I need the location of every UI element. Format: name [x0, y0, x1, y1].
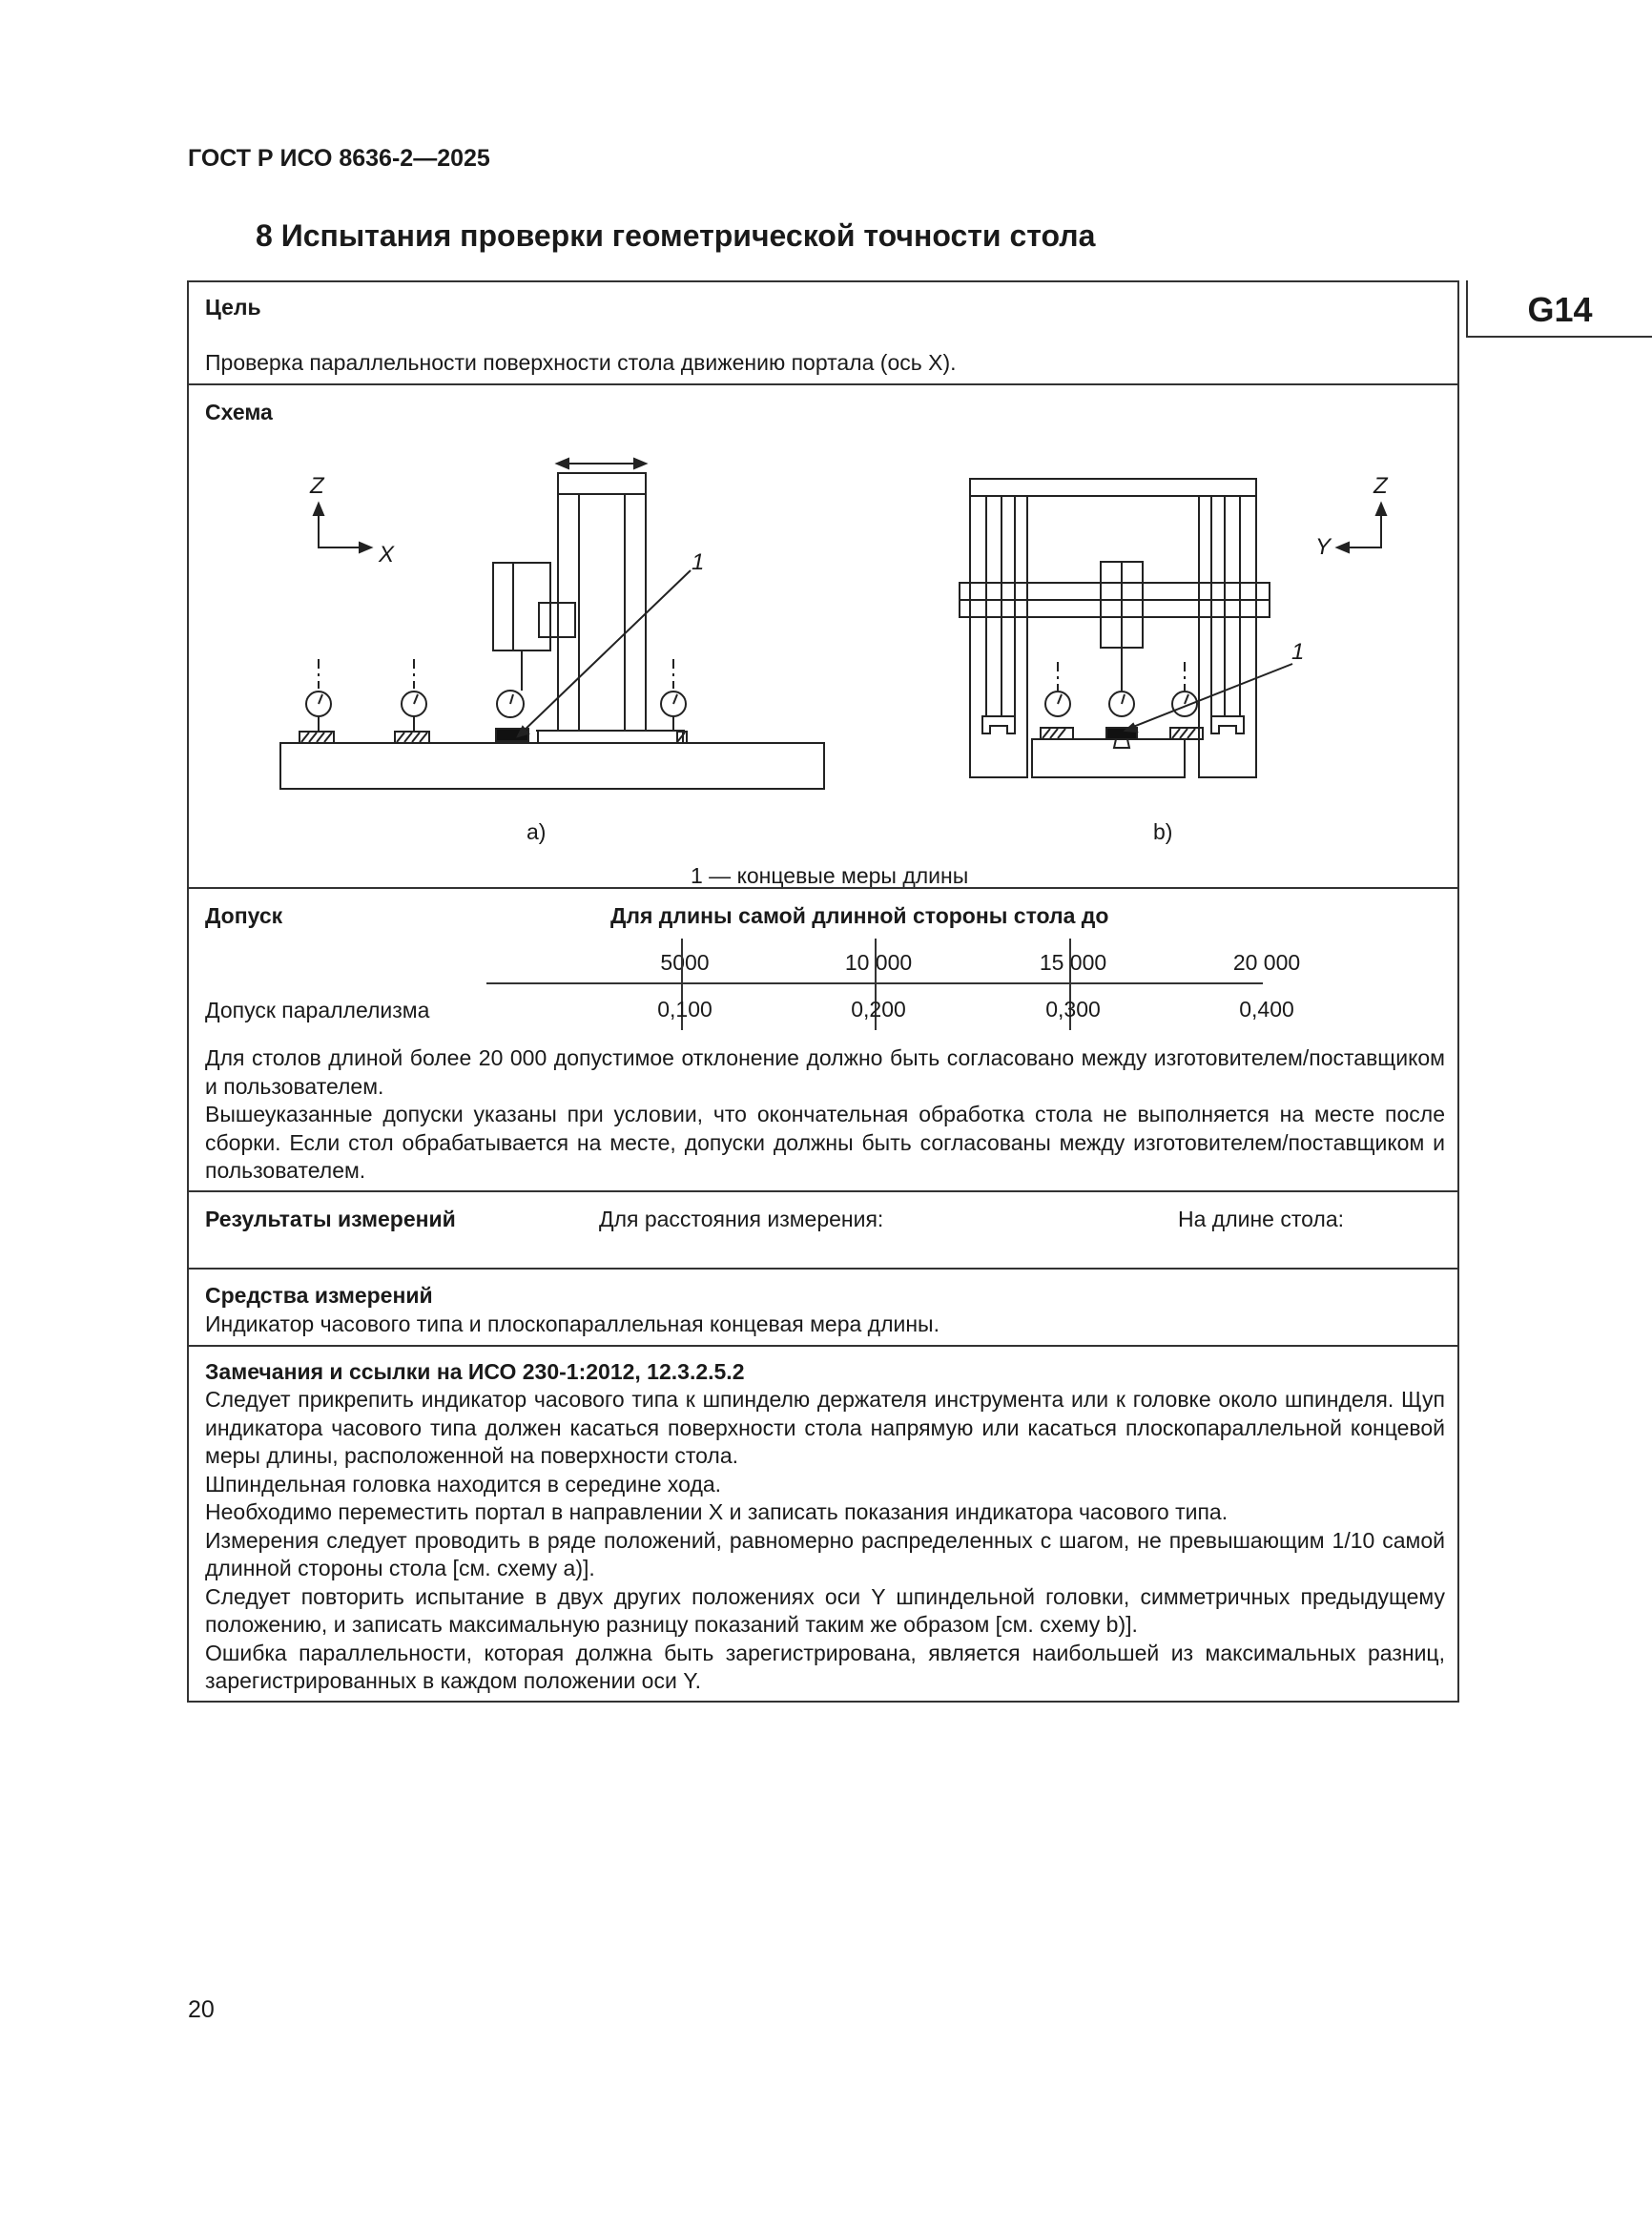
scheme-label: Схема: [205, 400, 273, 424]
remark-line: Следует повторить испытание в двух других положениях оси Y шпиндельной головки, симметричных предыдущему положению, и записать максимальную разницу показаний таким же образом [см. схему b)].: [205, 1583, 1445, 1637]
test-sheet: [187, 280, 1593, 1703]
divider: [189, 1345, 1457, 1347]
section-title: 8 Испытания проверки геометрической точности стола: [256, 218, 1096, 253]
callout-label-b: 1: [1291, 639, 1305, 665]
scheme-diagram: [189, 387, 1457, 893]
machine-table-b: [1032, 739, 1185, 777]
axis-y-label: Y: [1315, 534, 1332, 560]
diagram-a-label: a): [527, 819, 547, 844]
instruments-label: Средства измерений: [205, 1283, 433, 1308]
axis-arrows-a: [319, 509, 365, 547]
remark-line: Измерения следует проводить в ряде положений, равномерно распределенных с шагом, не превышающим 1/10 самой длинной стороны стола [см. схему а)].: [205, 1527, 1445, 1580]
results-distance: Для расстояния измерения:: [599, 1207, 884, 1231]
tolerance-notes: [205, 1044, 1445, 1186]
tolerance-value-2: 0,200: [851, 997, 906, 1022]
axis-z-label-a: Z: [310, 473, 324, 499]
diagram-b-label: b): [1153, 819, 1173, 844]
tolerance-col-3: 15 000: [1039, 950, 1107, 975]
tolerance-note-1: Для столов длиной более 20 000 допустимое отклонение должно быть согласовано между изготовителем/поставщиком и пользователем.: [205, 1045, 1445, 1099]
diagram-a: [280, 459, 824, 789]
divider: [189, 887, 1457, 889]
tolerance-col-2: 10 000: [844, 950, 913, 975]
tolerance-label: Допуск: [205, 903, 283, 928]
axis-z-label-b: Z: [1373, 473, 1388, 499]
diagram-legend: 1 — концевые меры длины: [691, 863, 969, 888]
axis-x-label: X: [379, 542, 395, 568]
tolerance-value-1: 0,100: [657, 997, 712, 1022]
results-length: На длине стола:: [1178, 1207, 1345, 1231]
portal-crossbeam: [970, 479, 1256, 496]
diagram-b: [960, 479, 1386, 777]
machine-table-a: [280, 743, 824, 789]
remark-line: Следует прикрепить индикатор часового типа к шпинделю держателя инструмента или к головке около шпинделя. Щуп индикатора часового типа должен касаться поверхности стола напрямую или касаться плоскопараллельной концевой меры длины, расположенной на поверхности стола.: [205, 1387, 1445, 1468]
results-label: Результаты измерений: [205, 1207, 456, 1231]
tolerance-note-2: Вышеуказанные допуски указаны при условии, что окончательная обработка стола не выполняется на месте после сборки. Если стол обрабатывается на месте, допуски должны быть согласованы между изготовителем/поставщиком и пользователем.: [205, 1102, 1445, 1183]
test-id-box: [1466, 280, 1652, 338]
callout-leader: [520, 570, 691, 734]
instruments-text: Индикатор часового типа и плоскопараллельная концевая мера длины.: [205, 1311, 940, 1336]
divider: [189, 1190, 1457, 1192]
tolerance-value-4: 0,400: [1239, 997, 1294, 1022]
tolerance-col-1: 5000: [660, 950, 710, 975]
remark-line: Шпиндельная головка находится в середине хода.: [205, 1471, 722, 1497]
test-id: G14: [1527, 290, 1593, 329]
tolerance-value-3: 0,300: [1045, 997, 1101, 1022]
tolerance-heading: Для длины самой длинной стороны стола до: [610, 903, 1109, 928]
callout-label-a: 1: [692, 549, 705, 575]
document-code: ГОСТ Р ИСО 8636-2—2025: [188, 145, 490, 172]
remarks-label: Замечания и ссылки на ИСО 230-1:2012, 12.3.2.5.2: [205, 1359, 745, 1384]
portal-column-left: [970, 496, 1027, 777]
divider: [189, 1268, 1457, 1270]
purpose-text: Проверка параллельности поверхности стола движению портала (ось X).: [205, 350, 957, 375]
remarks-text: [205, 1386, 1445, 1696]
portal-column-right: [1199, 496, 1256, 777]
divider: [189, 383, 1457, 385]
page-number: 20: [188, 1996, 215, 2023]
purpose-label: Цель: [205, 295, 261, 320]
tolerance-col-4: 20 000: [1232, 950, 1301, 975]
remark-line: Ошибка параллельности, которая должна быть зарегистрирована, является наибольшей из максимальных разниц, зарегистрированных в каждом положении оси Y.: [205, 1640, 1445, 1693]
remark-line: Необходимо переместить портал в направлении X и записать показания индикатора часового типа.: [205, 1499, 1229, 1524]
tolerance-row-label: Допуск параллелизма: [205, 998, 430, 1022]
